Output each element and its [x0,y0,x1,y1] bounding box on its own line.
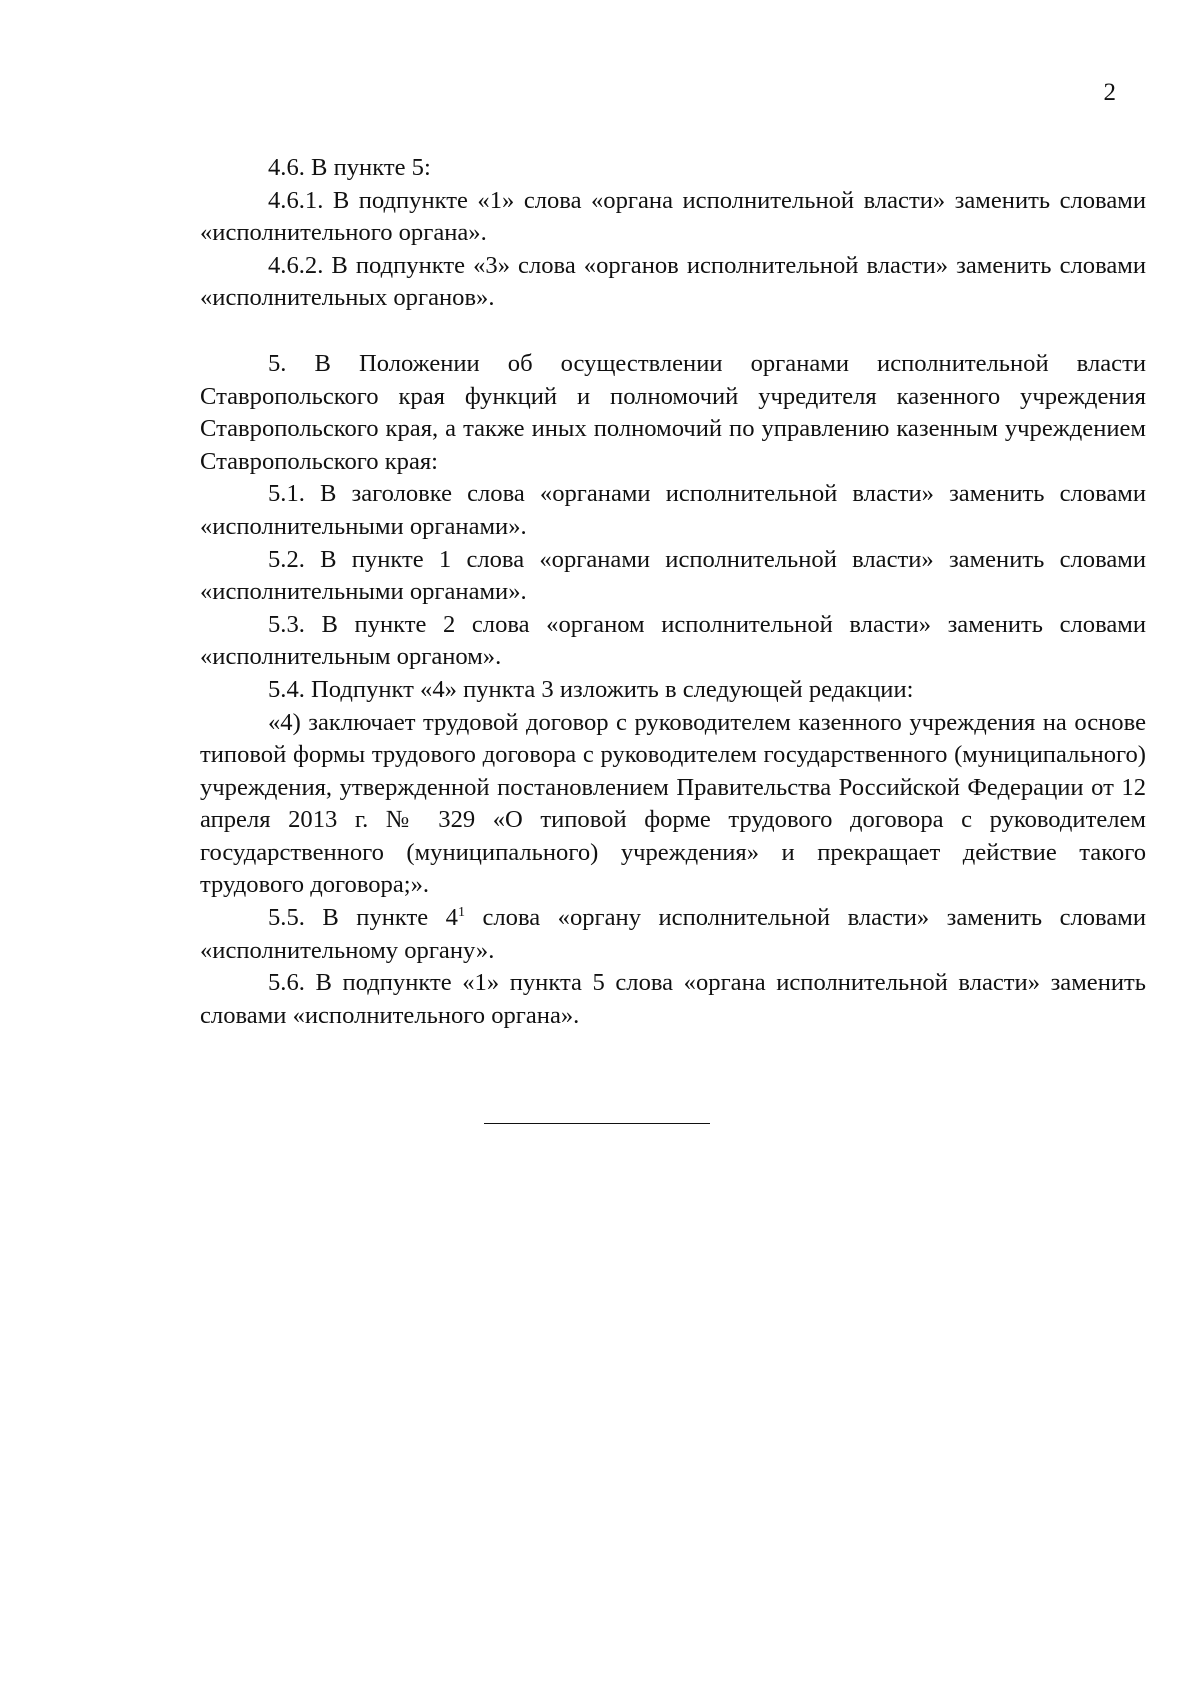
paragraph-5-3: 5.3. В пункте 2 слова «органом исполнительной власти» заменить словами «исполнительным органом». [200,610,1146,671]
paragraph-5-4: 5.4. Подпункт «4» пункта 3 изложить в следующей редакции: [268,675,914,703]
paragraph-5-6: 5.6. В подпункте «1» пункта 5 слова «органа исполнительной власти» заменить словами «исполнительного органа». [200,969,1146,1029]
paragraph-5: 5. В Положении об осуществлении органами исполнительной власти Ставропольского края функций и полномочий учредителя казенного учреждения Ставропольского края, а также иных полномочий по управлению казенным учреждением Ставропольского края: [200,349,1146,475]
document-body [200,152,1146,1032]
paragraph-5-5-end: слова «органу исполнительной власти» заменить словами «исполнительному органу». [200,904,1146,964]
paragraph-5-2: 5.2. В пункте 1 слова «органами исполнительной власти» заменить словами «исполнительными органами». [200,545,1146,606]
superscript-index: 1 [457,905,465,921]
paragraph-4-6-1: 4.6.1. В подпункте «1» слова «органа исполнительной власти» заменить словами «исполнительного органа». [200,186,1146,247]
end-of-document-rule [484,1123,710,1124]
paragraph-5-4-new-text: «4) заключает трудовой договор с руководителем казенного учреждения на основе типовой формы трудового договора с руководителем государственного (муниципального) учреждения, утвержденной постановлением Правительства Российской Федерации от 12 апреля 2013 г. № 329 «О типовой форме трудового договора с руководителем государственного (муниципального) учреждения» и прекращает действие такого трудового договора;». [200,708,1146,899]
paragraph-5-5-start: 5.5. В пункте 4 [268,904,458,932]
paragraph-5-1: 5.1. В заголовке слова «органами исполнительной власти» заменить словами «исполнительными органами». [200,480,1146,540]
paragraph-4-6: 4.6. В пункте 5: [268,154,431,181]
paragraph-5-5 [200,902,1146,967]
page-number: 2 [1103,79,1116,106]
paragraph-4-6-2: 4.6.2. В подпункте «3» слова «органов исполнительной власти» заменить словами «исполнительных органов». [200,251,1146,312]
